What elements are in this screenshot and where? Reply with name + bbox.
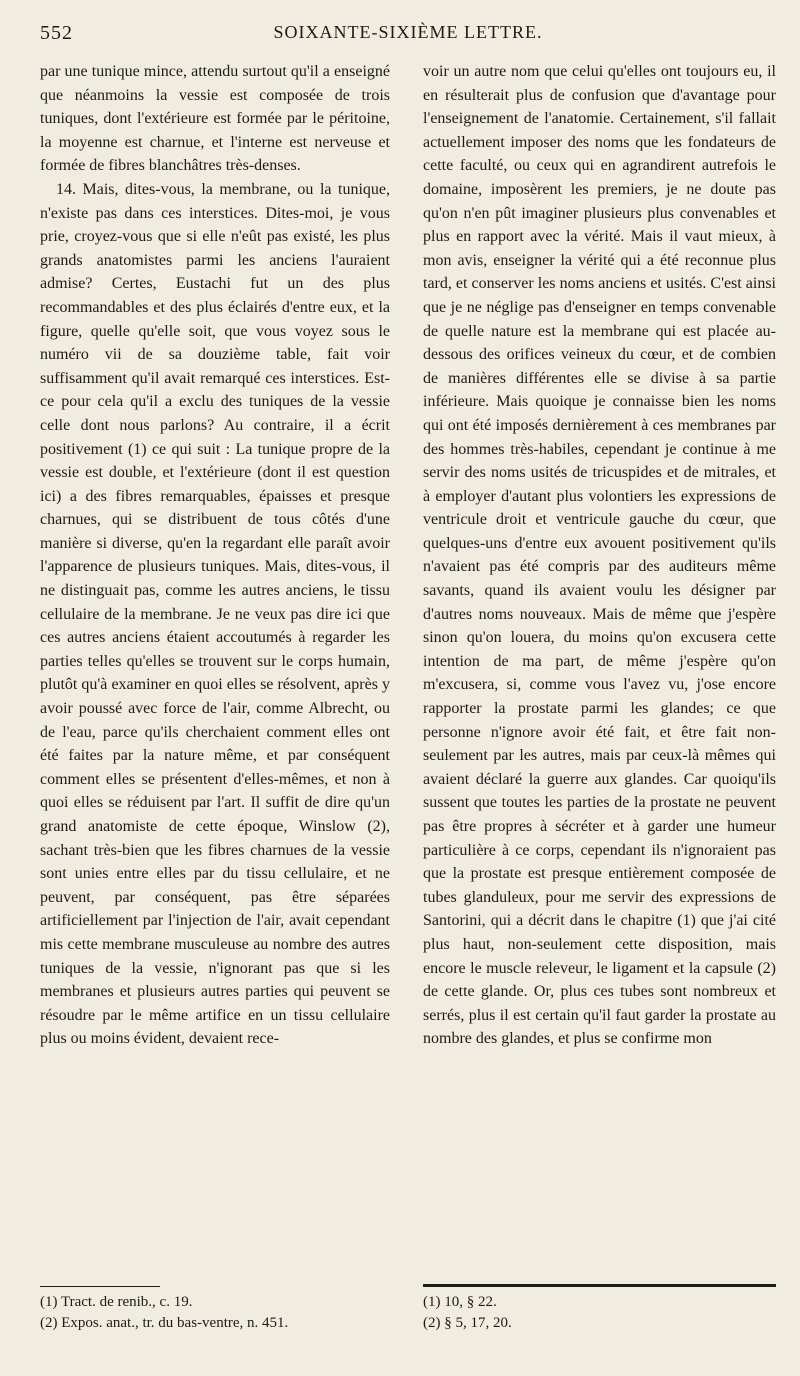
footnote: (2) § 5, 17, 20. <box>423 1315 512 1331</box>
page-header <box>40 22 776 48</box>
left-paragraph-1: par une tunique mince, attendu surtout qu'il a enseigné que néanmoins la vessie est composée de trois tuniques, dont l'extérieure est formée par le péritoine, la moyenne est charnue, et l'interne est nerveuse et formée de fibres blanchâtres très-denses. <box>40 63 390 175</box>
footnote: (2) Expos. anat., tr. du bas-ventre, n. 451. <box>40 1315 289 1331</box>
footnotes-left <box>40 1292 390 1334</box>
footnote-separator-left <box>40 1286 160 1287</box>
footnote: (1) 10, § 22. <box>423 1294 497 1310</box>
footnote: (1) Tract. de renib., c. 19. <box>40 1294 193 1310</box>
left-paragraph-2: 14. Mais, dites-vous, la membrane, ou la tunique, n'existe pas dans ces interstices. Dites-moi, je vous prie, croyez-vous que si elle n'eût pas existé, les plus grands anatomistes parmi les anciens l'auraient admise? Certes, Eustachi fut un des plus recommandables et des plus éclairés d'entre eux, et la figure, quelle qu'elle soit, que vous voyez sous le numéro vii de sa douzième table, fait voir suffisamment qu'il avait remarqué ces interstices. Est-ce pour cela qu'il a exclu des tuniques de la vessie celle dont nous parlons? Au contraire, il a écrit positivement (1) ce qui suit : La tunique propre de la vessie est double, et l'extérieure (dont il est question ici) a des fibres remarquables, épaisses et presque charnues, qui se distribuent de tous côtés d'une manière si diverse, qu'en la regardant elle paraît avoir l'apparence de plusieurs tuniques. Mais, dites-vous, il ne distinguait pas, comme les autres anciens, le tissu cellulaire de la membrane. Je ne veux pas dire ici que ces autres anciens étaient accoutumés à regarder les parties telles qu'elles se trouvent sur le corps humain, plutôt qu'à examiner en quoi elles se résolvent, après y avoir poussé avec force de l'air, comme Albrecht, ou de l'eau, parce qu'ils cherchaient comment elles ont été faites par la nature même, et par conséquent comment elles se présentent d'elles-mêmes, et non à quoi elles se réduisent par l'art. Il suffit de dire qu'un grand anatomiste de cette époque, Winslow (2), sachant très-bien que les fibres charnues de la vessie sont unies entre elles par du tissu cellulaire, et ne peuvent, par conséquent, pas être séparées artificiellement par l'injection de l'air, avait cependant mis cette membrane musculeuse au nombre des autres tuniques de la vessie, n'ignorant pas que si les membranes et plusieurs autres parties qui peuvent se résoudre par le même artifice en un tissu cellulaire plus ou moins évident, devaient rece- <box>40 180 390 1048</box>
page-number: 552 <box>40 22 73 44</box>
footnote-separator-right <box>423 1284 776 1287</box>
running-title: SOIXANTE-SIXIÈME LETTRE. <box>273 22 543 42</box>
right-column <box>423 60 776 1051</box>
footnotes-right <box>423 1292 773 1334</box>
left-column <box>40 60 390 1051</box>
right-paragraph-1: voir un autre nom que celui qu'elles ont toujours eu, il en résulterait plus de confusion que d'avantage pour l'enseignement de l'anatomie. Certainement, s'il fallait actuellement imposer des noms que les fondateurs de cette faculté, ou ceux qui en agrandirent autrefois le domaine, imposèrent les premiers, je ne doute pas qu'on n'en pût imaginer plusieurs plus convenables et plus en rapport avec la vérité. Mais il vaut mieux, à mon avis, enseigner la vérité qui a été reconnue plus tard, et conserver les noms anciens et usités. C'est ainsi que je ne néglige pas d'enseigner en temps convenable de quelle nature est la membrane qui est placée au-dessous des orifices veineux du cœur, et de combien de manières différentes elle se divise à sa partie inférieure. Mais quoique je connaisse bien les noms qui ont été imposés dernièrement à ces membranes par des hommes très-habiles, cependant je continue à me servir des noms usités de tricuspides et de mitrales, et à employer d'autant plus volontiers les expressions de ventricule droit et ventricule gauche du cœur, que quelques-uns d'entre eux avouent positivement qu'ils n'avaient pas été compris par des auditeurs même savants, quand ils avaient voulu les désigner par d'autres noms nouveaux. Mais de même que j'espère sinon qu'on louera, du moins qu'on excusera cette intention de ma part, de même j'espère qu'on m'excusera, si, comme vous l'avez vu, j'ose encore rapporter la prostate parmi les glandes; ce que personne n'ignore avoir été fait, et être fait non-seulement par les autres, mais par ceux-là mêmes qui avaient déclaré la guerre aux glandes. Car quoiqu'ils sussent que toutes les parties de la prostate ne peuvent pas être propres à sécréter et à garder une humeur particulière à ce corps, cependant ils n'ignoraient pas que la prostate est presque entièrement composée de tubes glanduleux, pour me servir des expressions de Santorini, qui a décrit dans le chapitre (1) que j'ai cité plus haut, non-seulement cette disposition, mais encore le muscle releveur, le ligament et la capsule (2) de cette glande. Or, plus ces tubes sont nombreux et serrés, plus il est certain qu'il faut garder la prostate au nombre des glandes, et plus se confirme mon <box>423 63 776 1048</box>
